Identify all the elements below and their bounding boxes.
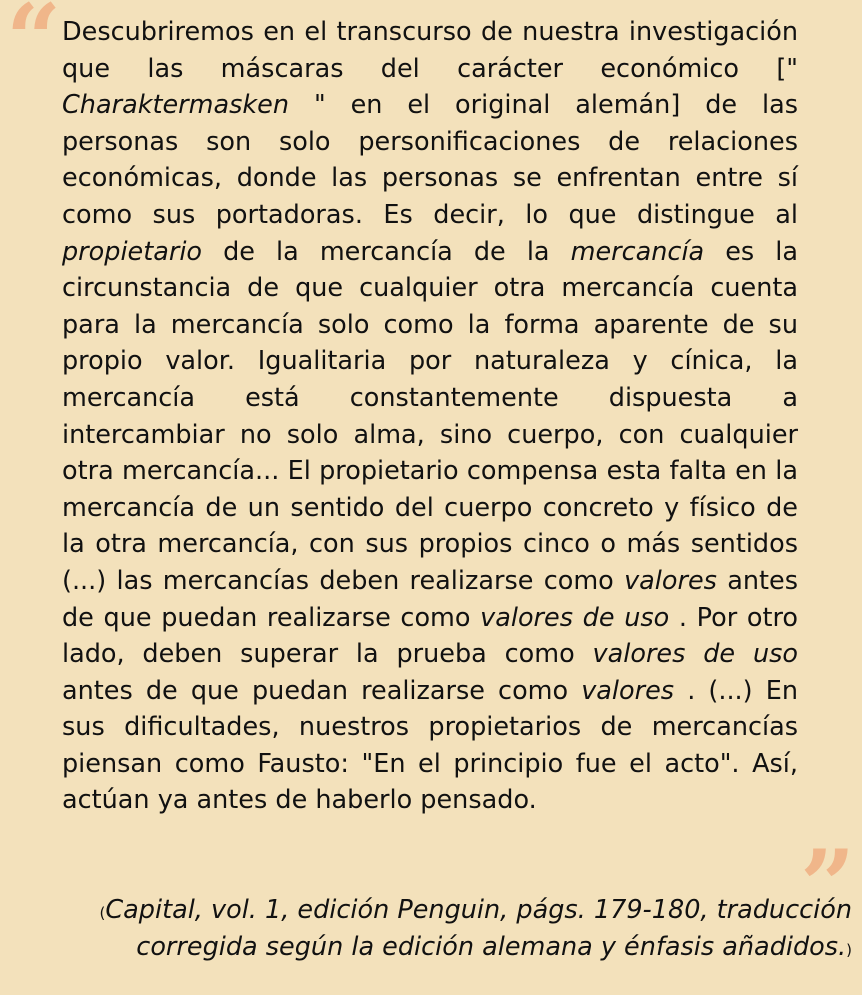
close-quote-icon: ” [800, 829, 856, 942]
quote-segment: de la mercancía de la [202, 236, 571, 267]
quote-emphasis: valores de uso [592, 639, 798, 670]
citation [12, 893, 852, 967]
quote-emphasis: valores [581, 675, 675, 706]
citation-open-paren: ( [99, 904, 106, 922]
quote-emphasis: propietario [62, 236, 203, 267]
quote-segment: antes de que puedan realizarse como [62, 675, 582, 706]
citation-close-paren: ) [846, 941, 852, 959]
quote-emphasis: valores [624, 565, 717, 596]
open-quote-icon: “ [6, 0, 62, 96]
quote-segment: " en el original alemán] de las personas son solo personificaciones de relaciones económicas, donde las personas se enfrentan entre sí como sus portadoras. Es decir, lo que distingue al [62, 90, 798, 230]
quote-text [62, 14, 798, 819]
quote-emphasis: Charaktermasken [62, 90, 290, 121]
quote-emphasis: mercancía [570, 236, 705, 267]
quote-segment: antes de que puedan realizarse como [62, 565, 798, 633]
quote-emphasis: valores de uso [480, 602, 670, 633]
quote-segment: . (...) En sus dificultades, nuestros propietarios de mercancías piensan como Fausto: "En el principio fue el acto". Así, actúan ya antes de haberlo pensado. [62, 675, 798, 816]
quote-segment: Descubriremos en el transcurso de nuestra investigación que las máscaras del carácter económico [" [62, 17, 798, 84]
quote-segment: . Por otro lado, deben superar la prueba como [62, 602, 799, 670]
quote-segment: es la circunstancia de que cualquier otra mercancía cuenta para la mercancía solo como la forma aparente de su propio valor. Igualitaria por naturaleza y cínica, la mercancía está constantemente dispuesta a intercambiar no solo alma, sino cuerpo, con cualquier otra mercancía... El propietario compensa esta falta en la mercancía de un sentido del cuerpo concreto y físico de la otra mercancía, con sus propios cinco o más sentidos (...) las mercancías deben realizarse como [62, 236, 798, 596]
citation-text: Capital, vol. 1, edición Penguin, págs. 179-180, traducción corregida según la edición alemana y énfasis añadidos. [105, 895, 852, 962]
